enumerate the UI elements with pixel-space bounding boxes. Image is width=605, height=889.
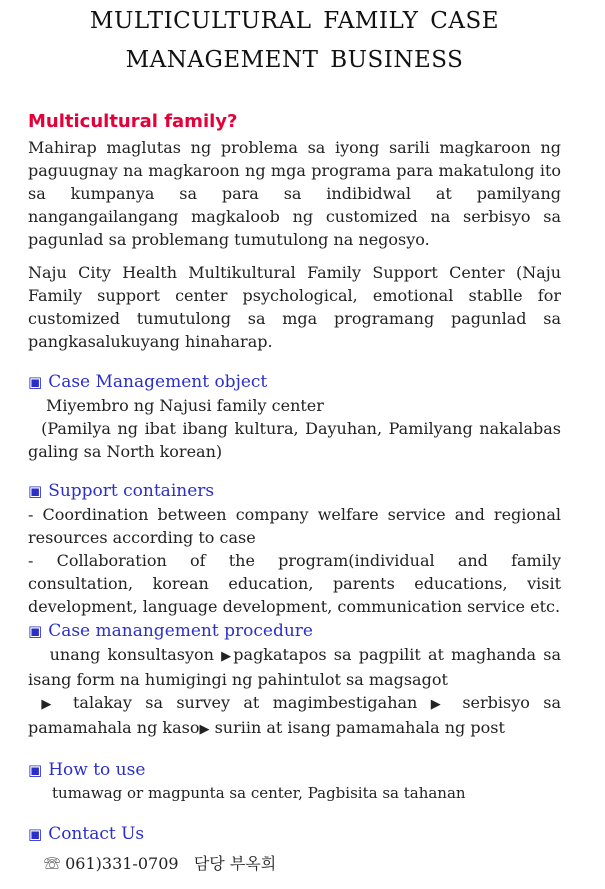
procedure-text-1 <box>28 643 561 691</box>
square-bullet-icon: ▣ <box>28 373 43 391</box>
support-item-2: - Collaboration of the program(individual and family consultation, korean education, parents educations, visit development, language development, communication service etc. <box>28 551 561 616</box>
section-title-support <box>28 480 561 503</box>
phone-number: 061)331-0709 <box>65 854 179 873</box>
section-contact <box>28 823 561 875</box>
section-title-contact <box>28 823 561 846</box>
phone-icon: ☏ <box>44 854 61 873</box>
procedure-step-1: unang konsultasyon <box>49 645 222 664</box>
section-title-text: Support containers <box>48 481 215 501</box>
procedure-step-4: serbisyo sa pamamahala ng kaso <box>28 693 561 737</box>
intro-heading: Multicultural family? <box>28 111 238 132</box>
case-object-line-1: Miyembro ng Najusi family center <box>46 396 324 415</box>
square-bullet-icon: ▣ <box>28 825 43 843</box>
intro-paragraph-2: Naju City Health Multikultural Family Support Center (Naju Family support center psychological, emotional stablle for customized tumutulong sa mga programang pagunlad sa pangkasalukuyang hinaharap. <box>28 263 561 351</box>
page-title <box>28 2 561 80</box>
procedure-step-2: pagkatapos sa pagpilit at maghanda sa isang form na humigingi ng pahintulot sa magsagot <box>28 645 562 689</box>
procedure-text-2 <box>28 691 561 741</box>
contact-person: 담당 부옥희 <box>193 854 277 873</box>
section-title-how-to-use <box>28 759 561 782</box>
arrow-right-icon: ▶ <box>430 697 449 712</box>
square-bullet-icon: ▣ <box>28 482 43 500</box>
square-bullet-icon: ▣ <box>28 622 43 640</box>
document-page <box>0 2 605 875</box>
title-line-2: MANAGEMENT BUSINESS <box>125 47 464 73</box>
contact-line <box>28 852 561 875</box>
section-procedure <box>28 620 561 741</box>
section-support <box>28 480 561 618</box>
section-title-procedure <box>28 620 561 643</box>
how-to-use-text: tumawag or magpunta sa center, Pagbisita sa tahanan <box>52 784 466 802</box>
title-line-1: MULTICULTURAL FAMILY CASE <box>89 8 500 34</box>
case-object-line-2 <box>28 417 561 463</box>
arrow-right-icon: ▶ <box>199 722 210 737</box>
section-title-case-object <box>28 371 561 394</box>
case-object-line-2-text: (Pamilya ng ibat ibang kultura, Dayuhan, Pamilyang nakalabas galing sa North korean) <box>28 419 562 461</box>
arrow-right-icon: ▶ <box>41 697 60 712</box>
arrow-right-icon: ▶ <box>221 649 234 664</box>
section-title-text: Contact Us <box>48 824 145 844</box>
section-title-text: Case Management object <box>48 372 268 392</box>
intro-paragraph-1: Mahirap maglutas ng problema sa iyong sarili magkaroon ng paguugnay na magkaroon ng mga programa para makatulong ito sa kumpanya sa para sa indibidwal at pamilyang nangangailangang magkaloob ng customized na serbisyo sa pagunlad sa problemang tumutulong na negosyo. <box>28 138 561 249</box>
section-title-text: How to use <box>48 760 146 780</box>
support-item-1: - Coordination between company welfare service and regional resources according to case <box>28 505 561 547</box>
procedure-step-5: suriin at isang pamamahala ng post <box>209 718 505 737</box>
section-how-to-use <box>28 759 561 805</box>
square-bullet-icon: ▣ <box>28 761 43 779</box>
section-title-text: Case manangement procedure <box>48 621 313 641</box>
procedure-step-3: talakay sa survey at magimbestigahan <box>59 693 431 712</box>
section-case-object <box>28 371 561 463</box>
